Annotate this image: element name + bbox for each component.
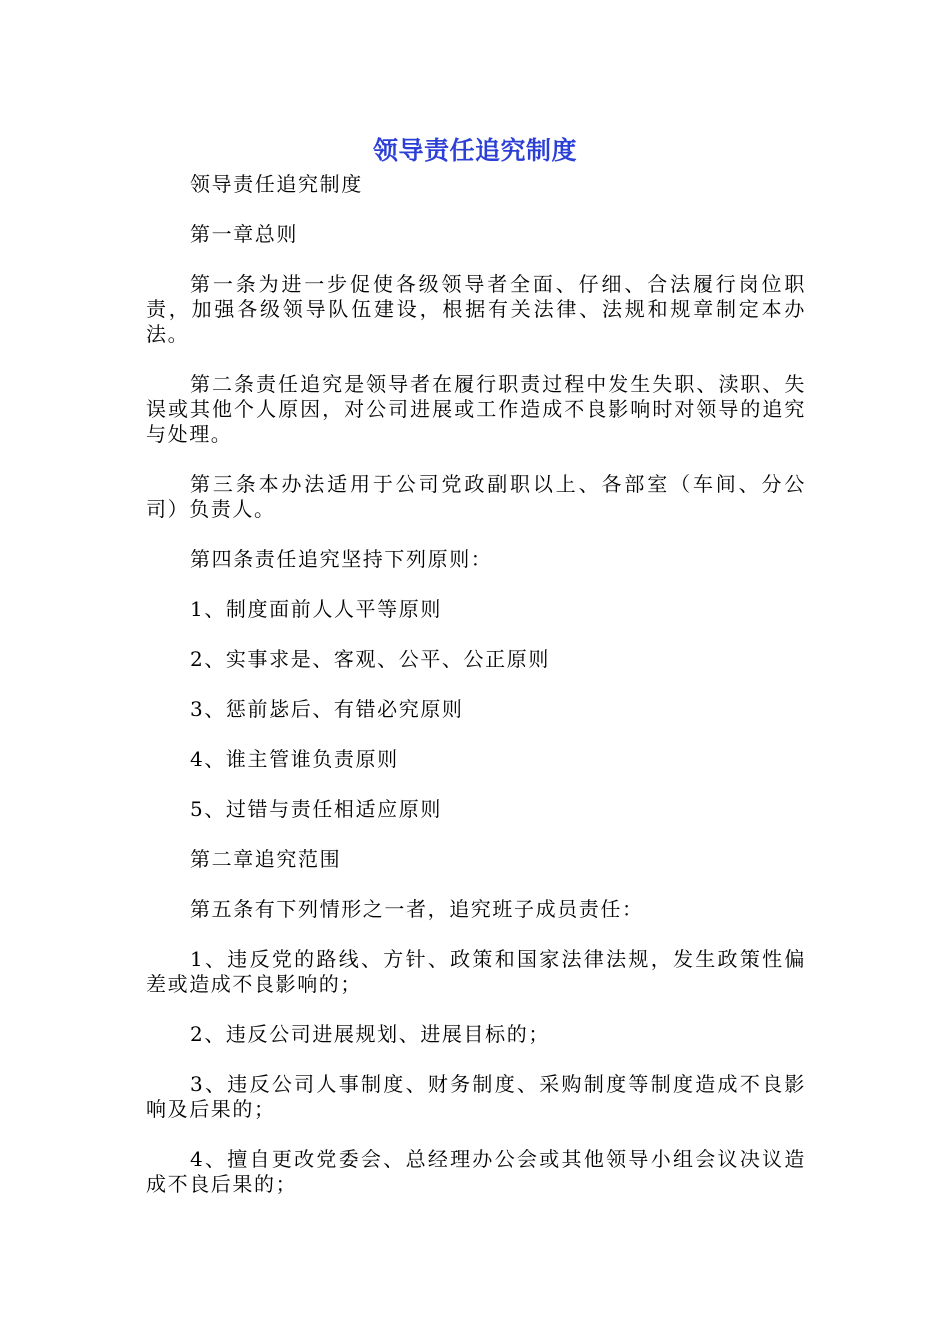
list-item: 4、谁主管谁负责原则 xyxy=(190,747,399,771)
list-item: 2、实事求是、客观、公平、公正原则 xyxy=(190,647,550,671)
list-item: 5、过错与责任相适应原则 xyxy=(190,797,442,821)
chapter-heading: 第二章追究范围 xyxy=(190,847,342,871)
article-paragraph: 第三条本办法适用于公司党政副职以上、各部室（车间、分公司）负责人。 xyxy=(146,472,806,521)
list-item: 2、违反公司进展规划、进展目标的； xyxy=(190,1022,550,1046)
list-item: 1、违反党的路线、方针、政策和国家法律法规，发生政策性偏差或造成不良影响的； xyxy=(146,947,806,996)
list-item: 1、制度面前人人平等原则 xyxy=(190,597,442,621)
document-title: 领导责任追究制度 xyxy=(372,136,577,165)
paragraph-subtitle: 领导责任追究制度 xyxy=(190,172,363,196)
article-paragraph: 第四条责任追究坚持下列原则： xyxy=(190,547,493,571)
document-body xyxy=(146,172,806,1222)
article-paragraph: 第二条责任追究是领导者在履行职责过程中发生失职、渎职、失误或其他个人原因，对公司进展或工作造成不良影响时对领导的追究与处理。 xyxy=(146,372,806,446)
chapter-heading: 第一章总则 xyxy=(190,222,298,246)
list-item: 3、违反公司人事制度、财务制度、采购制度等制度造成不良影响及后果的； xyxy=(146,1072,806,1121)
list-item: 3、惩前毖后、有错必究原则 xyxy=(190,697,464,721)
list-item: 4、擅自更改党委会、总经理办公会或其他领导小组会议决议造成不良后果的； xyxy=(146,1147,806,1196)
article-paragraph: 第一条为进一步促使各级领导者全面、仔细、合法履行岗位职责，加强各级领导队伍建设，根据有关法律、法规和规章制定本办法。 xyxy=(146,272,806,346)
article-paragraph: 第五条有下列情形之一者，追究班子成员责任： xyxy=(190,897,644,921)
